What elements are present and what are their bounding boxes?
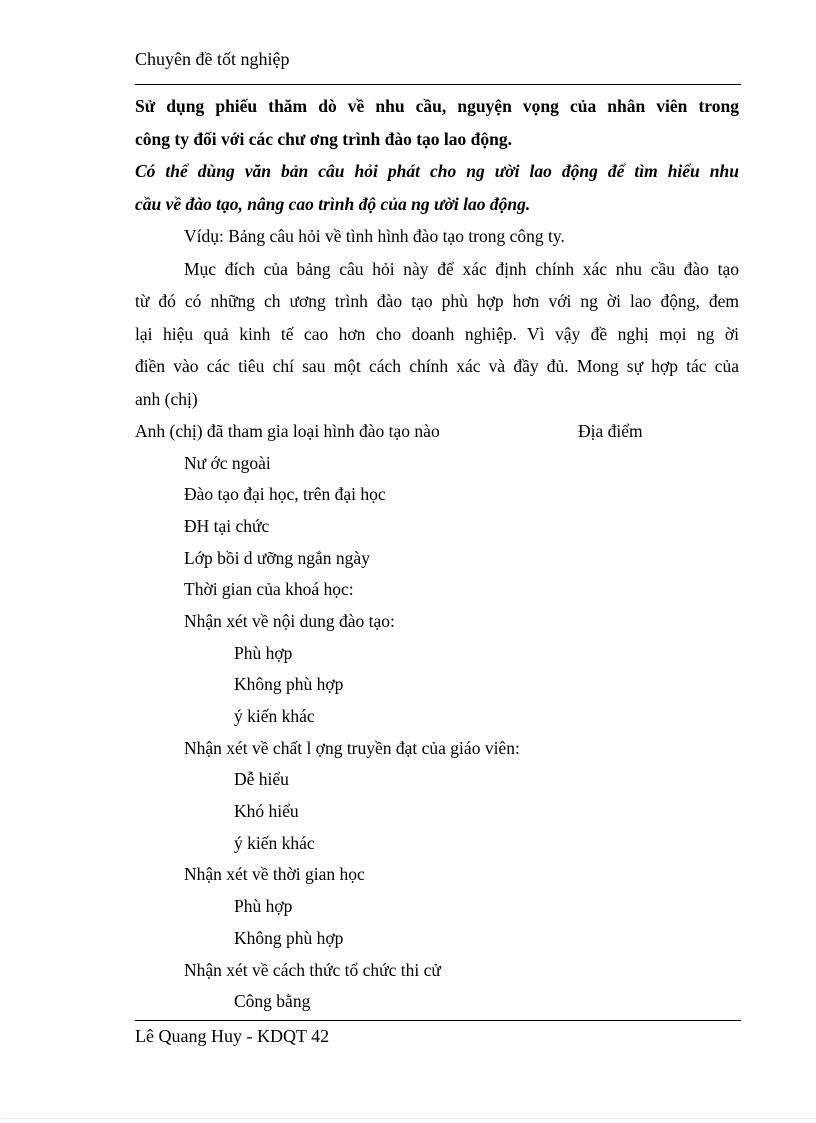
page-header: Chuyên đề tốt nghiệp bbox=[135, 49, 290, 69]
training-type-question bbox=[135, 415, 739, 448]
purpose-paragraph-line: từ đó có những ch ương trình đào tạo phù hợp hơn với ng ời lao động, đem bbox=[135, 291, 739, 311]
page-edge-divider bbox=[0, 1118, 816, 1119]
italic-paragraph-line: Có thể dùng văn bản câu hỏi phát cho ng ười lao động để tìm hiểu nhu bbox=[135, 161, 739, 181]
question-item: Nhận xét về nội dung đào tạo: bbox=[184, 610, 395, 631]
answer-option: Dễ hiểu bbox=[234, 769, 289, 790]
question-item: Nhận xét về chất l ợng truyền đạt của giáo viên: bbox=[184, 737, 520, 758]
answer-option: Khó hiểu bbox=[234, 801, 299, 822]
question-item: Lớp bồi d ưỡng ngắn ngày bbox=[184, 547, 370, 568]
question-item: Thời gian của khoá học: bbox=[184, 579, 354, 600]
answer-option: Không phù hợp bbox=[234, 927, 344, 948]
answer-option: ý kiến khác bbox=[234, 706, 315, 726]
example-line: Vídụ: Bảng câu hỏi về tình hình đào tạo trong công ty. bbox=[184, 226, 565, 246]
footer-divider bbox=[135, 1020, 741, 1021]
answer-option: ý kiến khác bbox=[234, 832, 315, 853]
question-item: Nhận xét về cách thức tổ chức thi cử bbox=[184, 959, 441, 980]
answer-option: Phù hợp bbox=[234, 642, 293, 663]
answer-option: Phù hợp bbox=[234, 896, 293, 917]
answer-option: Không phù hợp bbox=[234, 674, 344, 695]
bold-paragraph-line: công ty đối với các chư ơng trình đào tạo lao động. bbox=[135, 128, 512, 149]
purpose-paragraph-line: điền vào các tiêu chí sau một cách chính xác và đầy đủ. Mong sự hợp tác của bbox=[135, 356, 739, 376]
questionnaire-list bbox=[135, 448, 739, 1018]
location-label: Địa điểm bbox=[578, 421, 643, 441]
training-type-question-label: Anh (chị) đã tham gia loại hình đào tạo nào bbox=[135, 421, 440, 441]
purpose-paragraph-line: lại hiệu quả kinh tế cao hơn cho doanh nghiệp. Vì vậy đề nghị mọi ng ời bbox=[135, 323, 739, 344]
question-item: Đào tạo đại học, trên đại học bbox=[184, 484, 386, 505]
question-item: ĐH tại chức bbox=[184, 515, 270, 536]
page-footer: Lê Quang Huy - KDQT 42 bbox=[135, 1026, 330, 1046]
document-body bbox=[135, 90, 739, 1018]
purpose-paragraph-line: Mục đích của bảng câu hỏi này để xác định chính xác nhu cầu đào tạo bbox=[184, 258, 739, 279]
purpose-paragraph-line: anh (chị) bbox=[135, 388, 198, 409]
header-divider bbox=[135, 84, 741, 85]
question-item: Nư ớc ngoài bbox=[184, 452, 271, 473]
bold-paragraph-line: Sử dụng phiếu thăm dò về nhu cầu, nguyện vọng của nhân viên trong bbox=[135, 96, 739, 116]
italic-paragraph-line: cầu về đào tạo, nâng cao trình độ của ng ười lao động. bbox=[135, 193, 531, 214]
question-item: Nhận xét về thời gian học bbox=[184, 864, 365, 885]
answer-option: Công bằng bbox=[234, 991, 311, 1012]
